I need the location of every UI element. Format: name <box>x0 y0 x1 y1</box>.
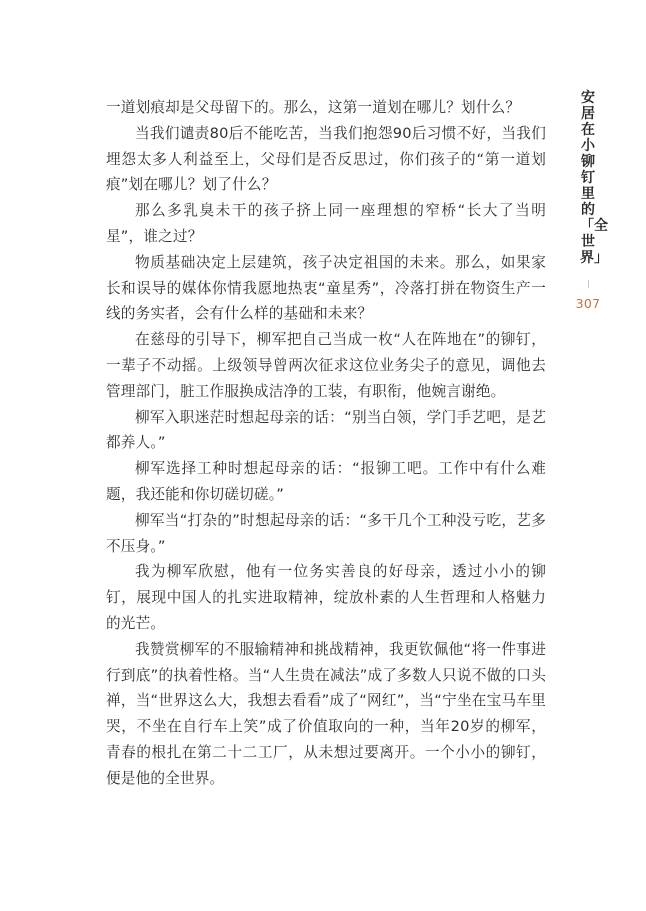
paragraph: 那么多乳臭未干的孩子挤上同一座理想的窄桥“长大了当明星”，谁之过？ <box>106 202 546 245</box>
body-text <box>106 95 546 792</box>
divider <box>588 280 589 288</box>
paragraph: 柳军选择工种时想起母亲的话：“报铆工吧。工作中有什么难题，我还能和你切磋切磋。” <box>106 460 546 503</box>
paragraph: 我为柳军欣慰，他有一位务实善良的好母亲，透过小小的铆钉，展现中国人的扎实进取精神，绽放朴素的人生哲理和人格魅力的光芒。 <box>106 563 546 632</box>
page-number: 307 <box>575 296 601 311</box>
paragraph: 物质基础决定上层建筑，孩子决定祖国的未来。那么，如果家长和误导的媒体你情我愿地热衷“童星秀”，冷落打拼在物资生产一线的务实者，会有什么样的基础和未来？ <box>106 253 546 323</box>
book-title: 安居在小铆钉里的「全世界」 <box>580 90 608 266</box>
paragraph: 在慈母的引导下，柳军把自己当成一枚“人在阵地在”的铆钉，一辈子不动摇。上级领导曾两次征求这位业务尖子的意见，调他去管理部门，脏工作服换成洁净的工装，有职衔，他婉言谢绝。 <box>106 331 546 400</box>
paragraph: 我赞赏柳军的不服输精神和挑战精神，我更钦佩他“将一件事进行到底”的执着性格。当“人生贵在减法”成了多数人只说不做的口头禅，当“世界这么大，我想去看看”成了“网红”，当“宁坐在宝马车里哭，不坐在自行车上笑”成了价值取向的一种，当年20岁的柳军，青春的根扎在第二十二工厂，从未想过要离开。一个小小的铆钉，便是他的全世界。 <box>106 640 546 787</box>
paragraph: 当我们谴责80后不能吃苦，当我们抱怨90后习惯不好，当我们埋怨太多人利益至上，父母们是否反思过，你们孩子的“第一道划痕”划在哪儿？划了什么？ <box>106 124 546 194</box>
paragraph: 一道划痕却是父母留下的。那么，这第一道划在哪儿？划什么？ <box>106 99 521 116</box>
paragraph: 柳军当“打杂的”时想起母亲的话：“多干几个工种没亏吃，艺多不压身。” <box>106 511 546 555</box>
running-header <box>575 90 608 311</box>
paragraph: 柳军入职迷茫时想起母亲的话：“别当白领，学门手艺吧，是艺都养人。” <box>106 408 546 452</box>
